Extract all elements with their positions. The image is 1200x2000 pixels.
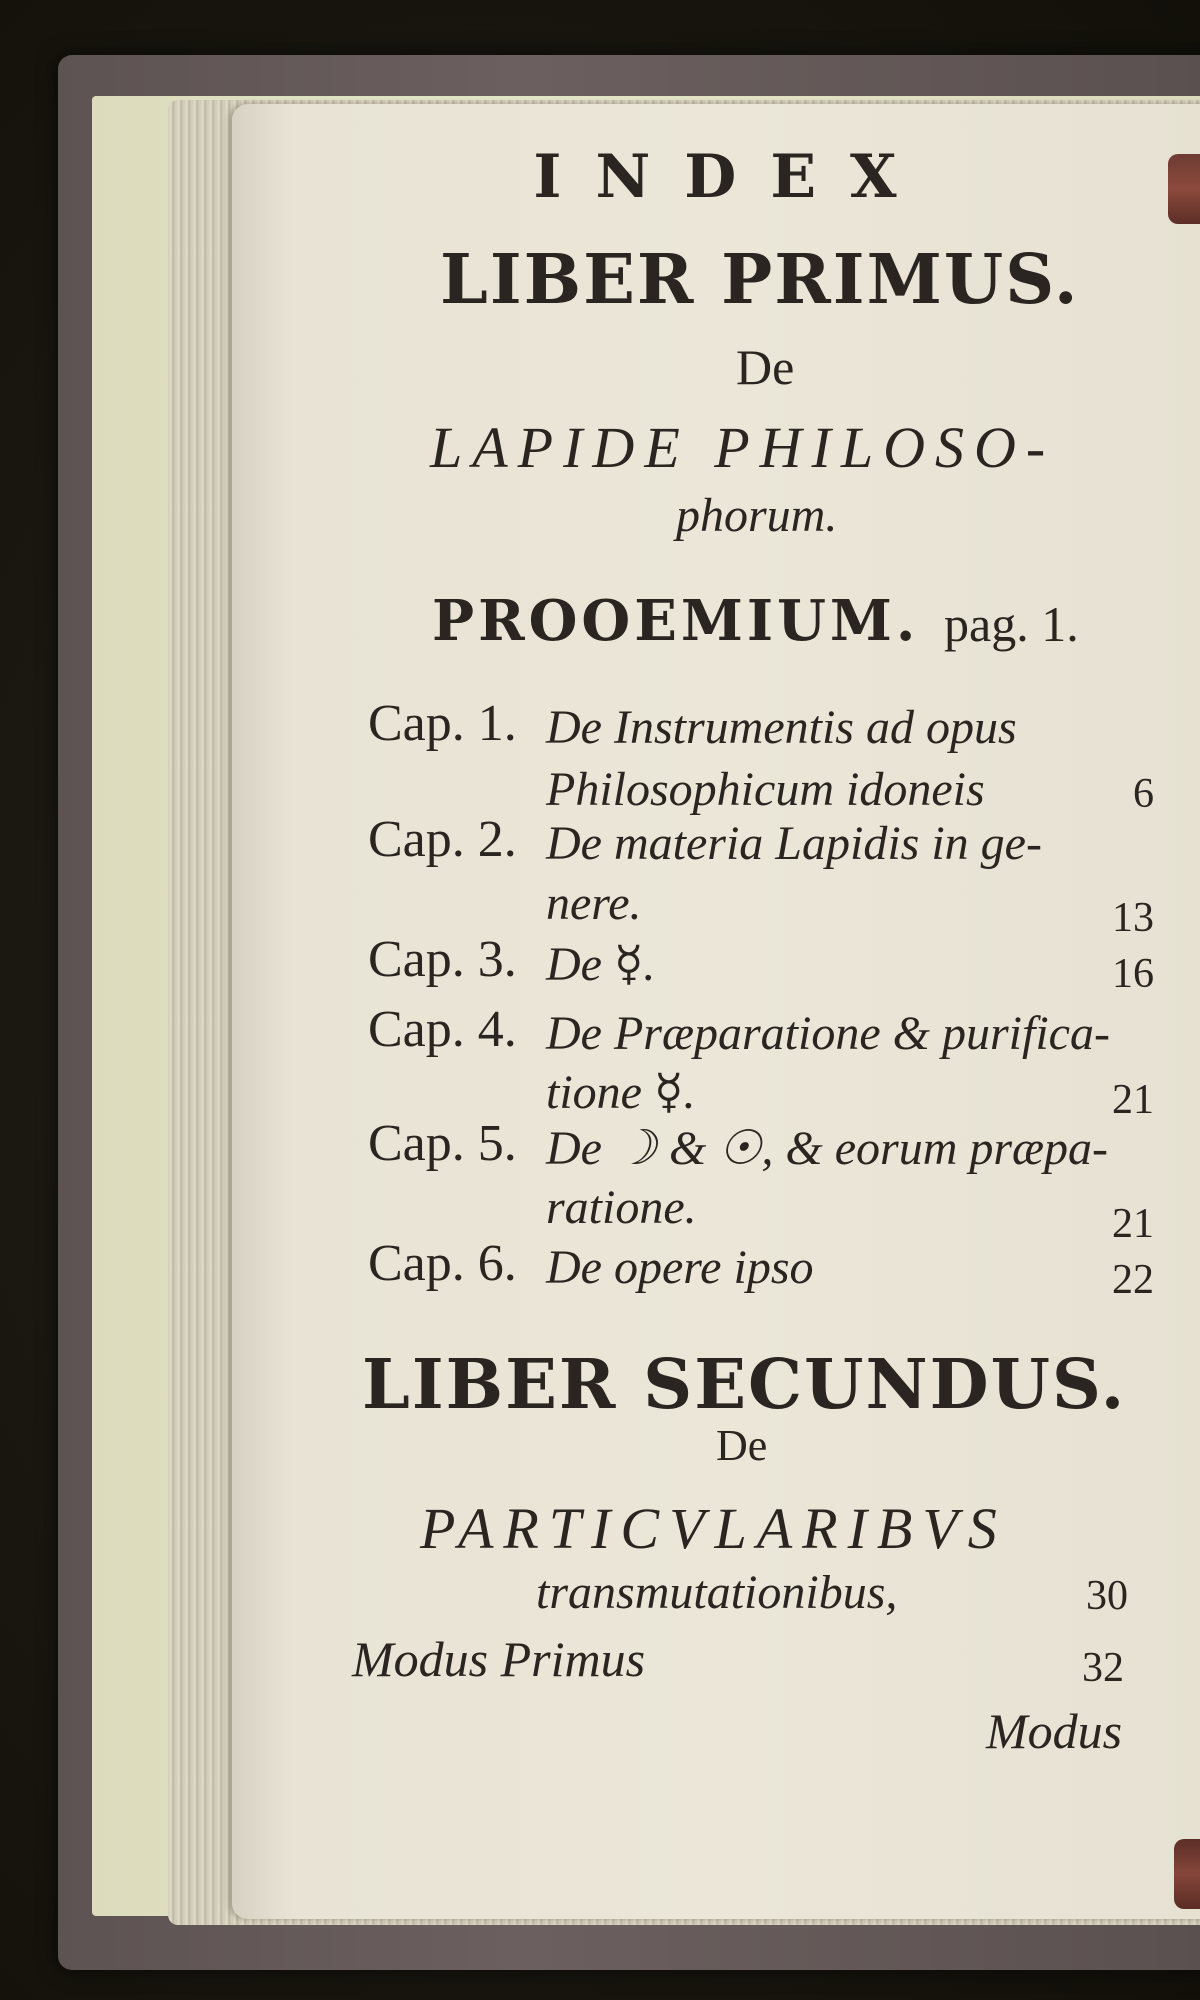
- prooemium-page: pag. 1.: [944, 596, 1079, 652]
- chapter-5-label: Cap. 5.: [368, 1115, 517, 1172]
- prooemium-heading: PROOEMIUM.: [432, 588, 920, 654]
- book1-de: De: [736, 339, 795, 395]
- chapter-3-page: 16: [1112, 951, 1154, 997]
- chapter-2-desc: De materia Lapidis in ge-: [546, 817, 1042, 870]
- book1-subject: LAPIDE PHILOSO-: [430, 415, 1056, 480]
- modus-primus-page: 32: [1082, 1645, 1124, 1691]
- chapter-5-page: 21: [1112, 1201, 1154, 1247]
- chapter-2-desc-cont: nere.: [546, 877, 642, 930]
- chapter-6-page: 22: [1112, 1257, 1154, 1303]
- chapter-5-desc: De ☽ & ☉, & eorum præpa-: [546, 1122, 1109, 1175]
- chapter-4-page: 21: [1112, 1077, 1154, 1123]
- book1-subject-cont: phorum.: [676, 489, 838, 542]
- chapter-4-desc: De Præparatione & purifica-: [546, 1007, 1110, 1060]
- chapter-1-desc-cont: Philosophicum idoneis: [546, 763, 985, 816]
- ribbon-marker-bottom: [1174, 1839, 1200, 1909]
- chapter-6-label: Cap. 6.: [368, 1235, 517, 1292]
- book1-title: LIBER PRIMUS.: [440, 240, 1080, 320]
- book2-de: De: [716, 1421, 768, 1470]
- chapter-5-desc-cont: ratione.: [546, 1181, 697, 1234]
- book2-subject-page: 30: [1086, 1573, 1128, 1619]
- book2-subject: PARTICVLARIBVS: [420, 1496, 1007, 1561]
- book2-title: LIBER SECUNDUS.: [362, 1345, 1127, 1425]
- catchword: Modus: [986, 1703, 1123, 1759]
- modus-primus: Modus Primus: [352, 1631, 646, 1687]
- chapter-4-label: Cap. 4.: [368, 1001, 517, 1058]
- index-title: INDEX: [533, 142, 931, 212]
- chapter-2-label: Cap. 2.: [368, 811, 517, 868]
- chapter-2-page: 13: [1112, 895, 1154, 941]
- chapter-1-desc: De Instrumentis ad opus: [546, 701, 1017, 754]
- chapter-1-label: Cap. 1.: [368, 695, 517, 752]
- book2-subject-cont: transmutationibus,: [536, 1566, 898, 1619]
- chapter-1-page: 6: [1133, 771, 1154, 817]
- chapter-3-desc: De ☿.: [546, 938, 656, 991]
- chapter-4-desc-cont: tione ☿.: [546, 1066, 696, 1119]
- chapter-6-desc: De opere ipso: [546, 1241, 814, 1294]
- chapter-3-label: Cap. 3.: [368, 931, 517, 988]
